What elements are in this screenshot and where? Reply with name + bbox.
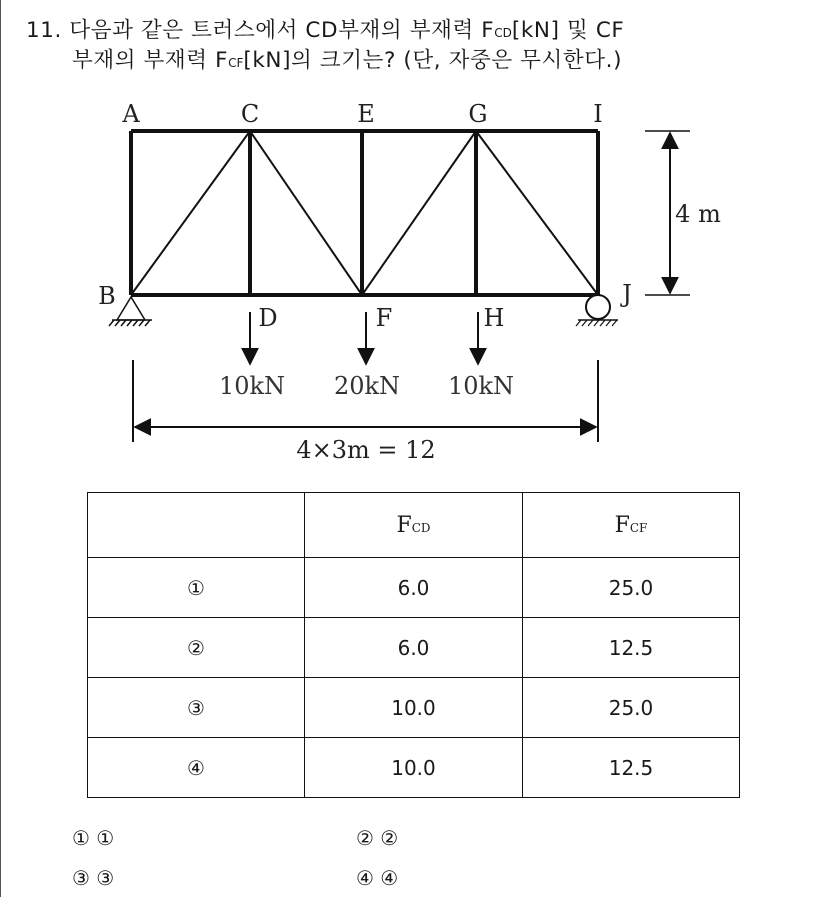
question-subscript-cd: CD — [494, 26, 512, 40]
row-fcf-value: 12.5 — [523, 618, 740, 678]
node-label-c: C — [240, 100, 260, 128]
node-label-f: F — [375, 304, 393, 332]
node-label-b: B — [98, 282, 116, 310]
node-label-j: J — [622, 280, 632, 308]
row-label: ③ — [88, 678, 305, 738]
row-fcd-value: 6.0 — [305, 618, 523, 678]
choice-number: ③ — [72, 866, 90, 890]
row-fcf-value: 12.5 — [523, 738, 740, 798]
choice-text: ④ — [380, 866, 399, 890]
row-label: ② — [88, 618, 305, 678]
choice-number: ④ — [356, 866, 374, 890]
roller-support-j — [576, 295, 618, 326]
member-bc — [131, 131, 250, 295]
choice-text: ① — [96, 826, 115, 850]
member-cf — [250, 131, 362, 295]
question-text-1a: 11. 다음과 같은 트러스에서 CD부재의 부재력 F — [26, 18, 495, 43]
node-label-e: E — [357, 100, 375, 128]
node-label-g: G — [468, 100, 488, 128]
height-label: 4 m — [675, 200, 721, 228]
node-label-d: D — [258, 304, 278, 332]
truss-diagonals — [131, 131, 598, 295]
row-fcd-value: 10.0 — [305, 738, 523, 798]
header-fcd-subscript: CD — [411, 520, 431, 535]
table-header-blank — [88, 493, 305, 558]
load-arrows — [250, 312, 478, 364]
load-label-h: 10kN — [447, 372, 515, 400]
node-label-a: A — [122, 100, 140, 128]
question-text-2a: 부재의 부재력 F — [72, 48, 229, 73]
choice-number: ① — [72, 826, 90, 850]
row-label: ① — [88, 558, 305, 618]
load-label-f: 20kN — [333, 372, 401, 400]
row-fcf-value: 25.0 — [523, 558, 740, 618]
answer-choice-2[interactable] — [356, 826, 398, 850]
table-header-row — [88, 493, 740, 558]
height-dimension — [645, 131, 721, 295]
table-row — [88, 558, 740, 618]
table-row — [88, 618, 740, 678]
header-fcf-symbol: F — [614, 512, 630, 538]
row-fcd-value: 6.0 — [305, 558, 523, 618]
answer-table — [87, 492, 740, 798]
node-label-i: I — [593, 100, 603, 128]
row-fcd-value: 10.0 — [305, 678, 523, 738]
answer-choice-4[interactable] — [356, 866, 398, 890]
header-fcd-symbol: F — [396, 512, 412, 538]
header-fcf-subscript: CF — [629, 520, 648, 535]
choice-text: ③ — [96, 866, 115, 890]
table-row — [88, 738, 740, 798]
answer-choice-1[interactable] — [72, 826, 114, 850]
row-label: ④ — [88, 738, 305, 798]
table-header-fcd — [305, 493, 523, 558]
table-row — [88, 678, 740, 738]
choice-number: ② — [356, 826, 374, 850]
member-fg — [362, 131, 476, 295]
question-text-1b: [kN] 및 CF — [511, 18, 625, 43]
load-labels — [219, 372, 514, 400]
row-fcf-value: 25.0 — [523, 678, 740, 738]
member-gj — [476, 131, 598, 295]
load-label-d: 10kN — [218, 372, 286, 400]
table-header-fcf — [523, 493, 740, 558]
truss-members — [131, 131, 598, 295]
question-text-2b: [kN]의 크기는? (단, 자중은 무시한다.) — [243, 48, 623, 73]
question-subscript-cf: CF — [228, 56, 244, 70]
choice-text: ② — [380, 826, 399, 850]
node-label-h: H — [483, 304, 505, 332]
span-label: 4×3m = 12 — [296, 436, 436, 464]
answer-choice-3[interactable] — [72, 866, 114, 890]
node-labels — [98, 100, 632, 332]
